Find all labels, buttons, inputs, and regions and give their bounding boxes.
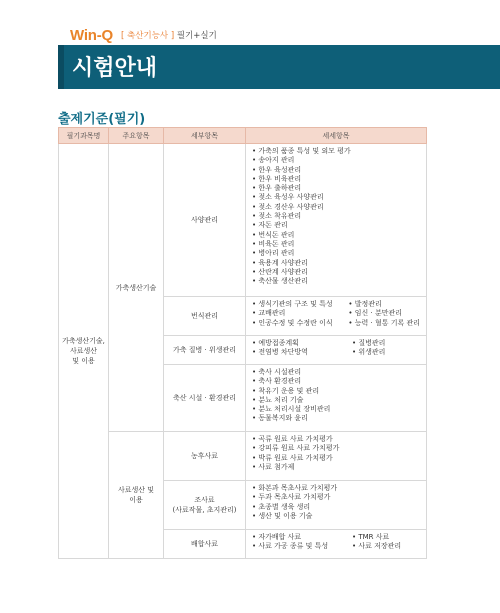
table-row bbox=[59, 432, 427, 481]
detail-item: • 한우 비육관리 bbox=[252, 175, 420, 184]
col-header: 주요항목 bbox=[109, 128, 164, 144]
detail-list bbox=[348, 300, 420, 328]
detail-item: • 발정관리 bbox=[348, 300, 420, 309]
detail-item: • 젖소 육성우 사양관리 bbox=[252, 193, 420, 202]
detail-item: • 송아지 관리 bbox=[252, 156, 420, 165]
banner-tab bbox=[58, 45, 64, 89]
detail-cell bbox=[246, 297, 427, 336]
detail-cell bbox=[246, 144, 427, 297]
detail-item: • 생식기관의 구조 및 특성 bbox=[252, 300, 348, 309]
title-banner bbox=[58, 45, 500, 89]
detail-item: • 한우 육성관리 bbox=[252, 166, 420, 175]
detail-item: • 인공수정 및 수정란 이식 bbox=[252, 319, 348, 328]
detail-cell bbox=[246, 365, 427, 432]
detail-item: • 자가배합 사료 bbox=[252, 533, 352, 542]
table-row bbox=[59, 144, 427, 297]
detail-cell bbox=[246, 432, 427, 481]
detail-list bbox=[252, 147, 420, 286]
detail-item: • 사료 저장관리 bbox=[352, 542, 401, 551]
detail-list bbox=[252, 300, 348, 328]
detail-item: • TMR 사료 bbox=[352, 533, 401, 542]
detail-item: • 병아리 관리 bbox=[252, 249, 420, 258]
detail-cell bbox=[246, 336, 427, 365]
detail-item: • 두과 목초사료 가치평가 bbox=[252, 493, 420, 502]
detail-item: • 초종별 생육 생리 bbox=[252, 503, 420, 512]
detail-item: • 전염병 차단방역 bbox=[252, 348, 352, 357]
detail-item: • 젖소 경산우 사양관리 bbox=[252, 203, 420, 212]
sub-item-cell: 가축 질병 · 위생관리 bbox=[164, 336, 246, 365]
detail-cell bbox=[246, 481, 427, 530]
detail-item: • 가축의 품종 특성 및 외모 평가 bbox=[252, 147, 420, 156]
detail-item: • 분뇨 처리시설 장비관리 bbox=[252, 405, 420, 414]
detail-item: • 젖소 착유관리 bbox=[252, 212, 420, 221]
main-item-cell: 사료생산 및 이용 bbox=[109, 432, 164, 559]
book-subtitle: [ 축산기능사 ] 필기+실기 bbox=[121, 31, 217, 41]
detail-cell bbox=[246, 530, 427, 559]
detail-list bbox=[352, 339, 385, 358]
page-title: 시험안내 bbox=[72, 56, 158, 81]
detail-item: • 질병관리 bbox=[352, 339, 385, 348]
detail-item: • 자돈 관리 bbox=[252, 221, 420, 230]
detail-item: • 축사 환경관리 bbox=[252, 377, 420, 386]
detail-item: • 사료 가공 종류 및 특성 bbox=[252, 542, 352, 551]
detail-list bbox=[252, 484, 420, 521]
detail-item: • 강피류 원료 사료 가치평가 bbox=[252, 444, 420, 453]
col-header: 필기과목명 bbox=[59, 128, 109, 144]
detail-item: • 교배관리 bbox=[252, 309, 348, 318]
detail-list bbox=[252, 368, 420, 424]
section-title: 출제기준(필기) bbox=[58, 112, 146, 127]
detail-list bbox=[252, 533, 352, 552]
detail-item: • 사료 첨가제 bbox=[252, 463, 420, 472]
sub-item-cell: 농후사료 bbox=[164, 432, 246, 481]
exam-criteria-table bbox=[58, 127, 427, 559]
subject-cell: 가축생산기술, 사료생산 및 이용 bbox=[59, 144, 109, 559]
detail-item: • 분뇨 처리 기술 bbox=[252, 396, 420, 405]
detail-item: • 위생관리 bbox=[352, 348, 385, 357]
detail-item: • 축사 시설관리 bbox=[252, 368, 420, 377]
detail-item: • 생산 및 이용 기술 bbox=[252, 512, 420, 521]
detail-item: • 착유기 운용 및 관리 bbox=[252, 387, 420, 396]
detail-item: • 육용계 사양관리 bbox=[252, 259, 420, 268]
detail-item: • 능력 · 혈통 기록 관리 bbox=[348, 319, 420, 328]
detail-item: • 화본과 목초사료 가치평가 bbox=[252, 484, 420, 493]
detail-item: • 비육돈 관리 bbox=[252, 240, 420, 249]
header bbox=[70, 27, 217, 43]
sub-item-cell: 조사료 (사료작물, 초지관리) bbox=[164, 481, 246, 530]
col-header: 세부항목 bbox=[164, 128, 246, 144]
table-header-row bbox=[59, 128, 427, 144]
detail-list bbox=[252, 339, 352, 358]
detail-item: • 동물복지와 윤리 bbox=[252, 414, 420, 423]
detail-item: • 예방접종계획 bbox=[252, 339, 352, 348]
col-header: 세세항목 bbox=[246, 128, 427, 144]
detail-list bbox=[252, 435, 420, 472]
sub-item-cell: 배합사료 bbox=[164, 530, 246, 559]
detail-item: • 축산물 생산관리 bbox=[252, 277, 420, 286]
detail-item: • 한우 출하관리 bbox=[252, 184, 420, 193]
detail-item: • 곡류 원료 사료 가치평가 bbox=[252, 435, 420, 444]
detail-item: • 산란계 사양관리 bbox=[252, 268, 420, 277]
sub-item-cell: 사양관리 bbox=[164, 144, 246, 297]
main-item-cell: 가축생산기술 bbox=[109, 144, 164, 432]
detail-item: • 임신 · 분만관리 bbox=[348, 309, 420, 318]
detail-list bbox=[352, 533, 401, 552]
sub-item-cell: 축산 시설 · 환경관리 bbox=[164, 365, 246, 432]
detail-item: • 박류 원료 사료 가치평가 bbox=[252, 454, 420, 463]
detail-item: • 번식돈 관리 bbox=[252, 231, 420, 240]
brand-logo: Win-Q bbox=[70, 26, 114, 44]
sub-item-cell: 번식관리 bbox=[164, 297, 246, 336]
